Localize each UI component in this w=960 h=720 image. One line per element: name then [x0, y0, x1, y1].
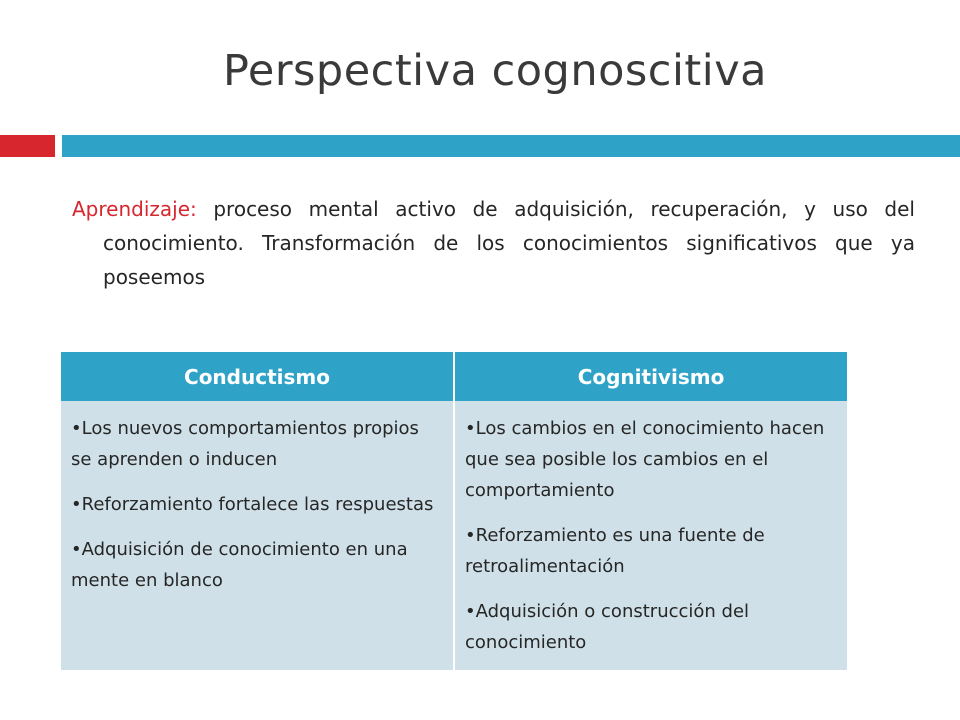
bullet-marker: •: [465, 418, 476, 439]
table-row: [61, 401, 847, 670]
bullet-marker: •: [71, 539, 82, 560]
list-item-text: Los cambios en el conocimiento hacen que sea posible los cambios en el comportamiento: [465, 418, 825, 501]
list-item-text: Reforzamiento es una fuente de retroalimentación: [465, 525, 765, 577]
header-conductismo: Conductismo: [61, 352, 454, 401]
bullet-marker: •: [71, 494, 82, 515]
cell-conductismo: [61, 401, 454, 670]
list-item: [71, 413, 443, 475]
header-cognitivismo: Cognitivismo: [454, 352, 847, 401]
list-item-text: Reforzamiento fortalece las respuestas: [81, 494, 434, 515]
list-item: [465, 596, 837, 658]
accent-bar-red: [0, 135, 55, 157]
list-item: [71, 489, 443, 520]
list-item: [465, 520, 837, 582]
definition-paragraph: [72, 192, 915, 294]
definition-text: proceso mental activo de adquisición, recuperación, y uso del conocimiento. Transformación de los conocimientos significativos que ya poseemos: [103, 197, 915, 289]
bullet-marker: •: [465, 525, 476, 546]
list-item-text: Los nuevos comportamientos propios se aprenden o inducen: [71, 418, 419, 470]
definition-term: Aprendizaje: [72, 197, 191, 221]
definition-separator: :: [190, 197, 197, 221]
comparison-table: [61, 352, 847, 670]
cell-cognitivismo: [454, 401, 847, 670]
bullet-marker: •: [71, 418, 82, 439]
accent-bar-blue: [62, 135, 960, 157]
list-item: [465, 413, 837, 506]
list-item: [71, 534, 443, 596]
slide-title: Perspectiva cognoscitiva: [223, 46, 767, 96]
list-item-text: Adquisición o construcción del conocimiento: [465, 601, 750, 653]
table-header-row: [61, 352, 847, 401]
bullet-marker: •: [465, 601, 476, 622]
list-item-text: Adquisición de conocimiento en una mente en blanco: [71, 539, 408, 591]
